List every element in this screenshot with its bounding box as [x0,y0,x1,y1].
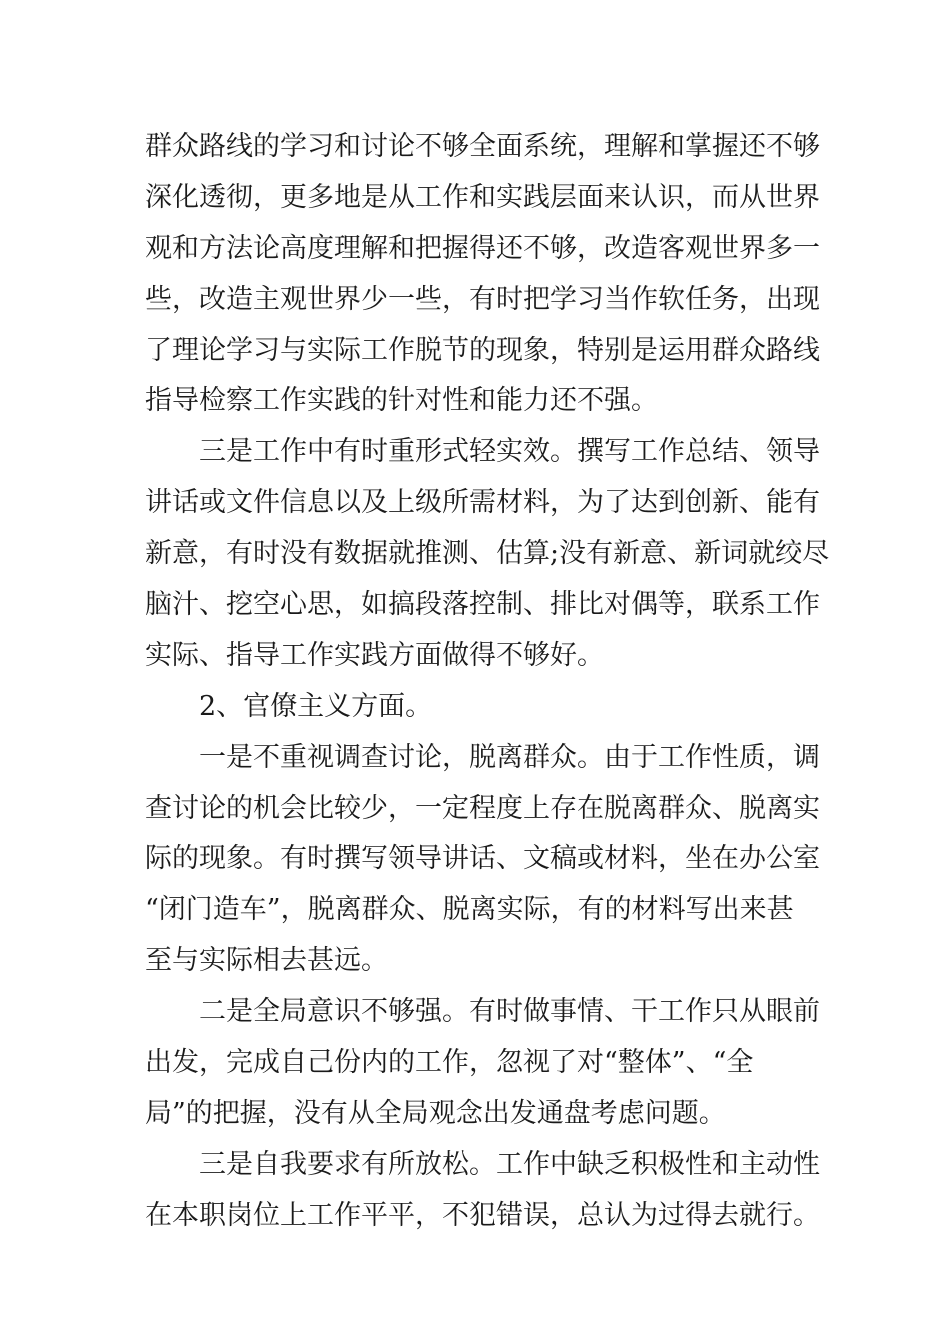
document-body [145,122,830,1242]
body-line: 出发，完成自己份内的工作，忽视了对“整体”、“全 [145,1047,754,1079]
body-line: 在本职岗位上工作平平，不犯错误，总认为过得去就行。 [145,1199,820,1231]
paragraph-start-line: 二是全局意识不够强。有时做事情、干工作只从眼前 [199,996,820,1028]
body-line: 些，改造主观世界少一些，有时把学习当作软任务，出现 [145,283,820,315]
body-line: 脑汁、挖空心思，如搞段落控制、排比对偶等，联系工作 [145,589,820,621]
paragraph-start-line: 三是自我要求有所放松。工作中缺乏积极性和主动性 [199,1148,820,1180]
body-line: 实际、指导工作实践方面做得不够好。 [145,639,604,671]
body-line: 了理论学习与实际工作脱节的现象，特别是运用群众路线 [145,334,820,366]
body-line: 际的现象。有时撰写领导讲话、文稿或材料，坐在办公室 [145,843,820,875]
body-line: 深化透彻，更多地是从工作和实践层面来认识，而从世界 [145,181,820,213]
body-line: 群众路线的学习和讨论不够全面系统，理解和掌握还不够 [145,131,820,162]
body-line: “闭门造车”，脱离群众、脱离实际，有的材料写出来甚 [145,894,794,926]
paragraph-start-line: 一是不重视调查讨论，脱离群众。由于工作性质，调 [199,741,820,773]
body-line: 新意，有时没有数据就推测、估算;没有新意、新词就绞尽 [145,538,830,570]
body-line: 指导检察工作实践的针对性和能力还不强。 [145,385,658,417]
body-line: 讲话或文件信息以及上级所需材料，为了达到创新、能有 [145,487,820,519]
section-heading: 2、官僚主义方面。 [199,690,433,722]
body-line: 至与实际相去甚远。 [145,945,388,977]
paragraph-start-line: 三是工作中有时重形式轻实效。撰写工作总结、领导 [199,436,820,468]
body-line: 查讨论的机会比较少，一定程度上存在脱离群众、脱离实 [145,792,820,824]
body-line: 观和方法论高度理解和把握得还不够，改造客观世界多一 [145,232,820,264]
body-line: 局”的把握，没有从全局观念出发通盘考虑问题。 [145,1097,726,1129]
